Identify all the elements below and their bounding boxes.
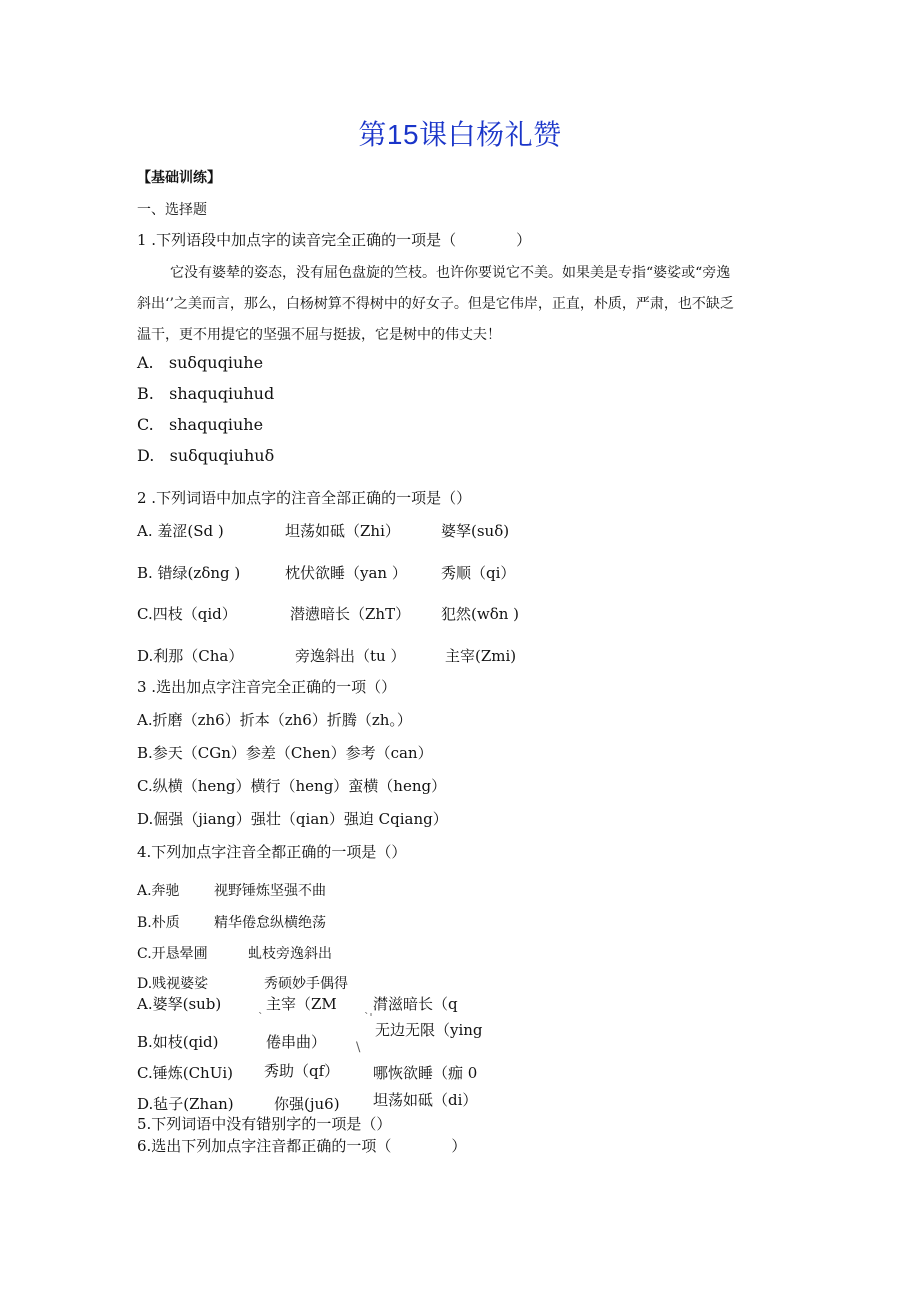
q2-row-c-col2: 潜懑暗长（ZhT） — [290, 605, 411, 623]
q2-row-d-col2: 旁逸斜出（tu ） — [295, 647, 406, 665]
q4b-row-a-col3: 潸滋暗长（q — [373, 995, 458, 1013]
q2-row-b-col3: 秀顺（qi） — [441, 564, 516, 582]
q4b-row-c-col1: C.锤炼(ChUi) — [137, 1064, 233, 1082]
q4b-row-d-col2: 你强(ju6) — [274, 1095, 340, 1113]
stray-mark: ` — [258, 1011, 264, 1024]
q1-option-d — [137, 446, 274, 465]
q2-row-b-col1: B. 错绿(zδng ) — [137, 564, 241, 582]
q4b-row-a-col2: 主宰（ZM — [266, 995, 337, 1013]
q3-option-a: A.折磨（zh6）折本（zh6）折腾（zh。） — [137, 711, 412, 729]
q2-row-b-col2: 枕伏欲睡（yan ） — [285, 564, 407, 582]
q2-row-c-col3: 犯然(wδn ) — [441, 605, 520, 623]
q4b-row-d-col3: 坦荡如砥（di） — [373, 1091, 478, 1109]
option-label: A. — [137, 353, 154, 372]
q4-row-d-col1: D.贱视婆娑 — [137, 976, 209, 992]
q1-passage-line: 斜出‘’之美而言，那么，白杨树算不得树中的好女子。但是它伟岸，正直，朴质，严肃，也不缺乏 — [137, 296, 734, 312]
q3-option-c: C.纵横（heng）横行（heng）蛮横（heng） — [137, 777, 447, 795]
option-label: C. — [137, 415, 154, 434]
q4-row-a-col2: 视野锤炼坚强不曲 — [214, 883, 326, 899]
section-basic-training: 【基础训练】 — [137, 170, 221, 186]
q4b-row-b-col2: 倦串曲） — [266, 1033, 327, 1051]
q2-stem: 2 .下列词语中加点字的注音全部正确的一项是（） — [137, 489, 472, 507]
q4-row-c-col2: 虬枝旁逸斜出 — [248, 946, 332, 962]
option-label: B. — [137, 384, 154, 403]
q3-option-d: D.倔强（jiang）强壮（qian）强迫 Cqiang） — [137, 810, 448, 828]
page-title: 第15课白杨礼赞 — [358, 119, 562, 150]
q4-row-b-col2: 精华倦怠纵横绝荡 — [214, 915, 326, 931]
q1-option-a — [137, 353, 263, 372]
part-one-heading: 一、选择题 — [137, 202, 207, 218]
q4b-row-c-col3: 哪恢欲睡（痂 0 — [373, 1064, 478, 1082]
q5-stem: 5.下列词语中没有错别字的一项是（） — [137, 1115, 392, 1133]
q4b-row-c-col2: 秀助（qf） — [264, 1062, 340, 1080]
q2-row-d-col3: 主宰(Zmi) — [445, 647, 517, 665]
stray-mark: `' — [364, 1011, 373, 1024]
q4-row-d-col2: 秀硕妙手偶得 — [264, 976, 348, 992]
q4-row-b-col1: B.朴质 — [137, 915, 180, 931]
q4b-row-b-col3: 无边无限（ying — [375, 1021, 483, 1039]
q1-passage-line: 它没有婆辇的姿态，没有屈色盘旋的竺枝。也许你要说它不美。如果美是专指“婆娑或“旁逸 — [170, 265, 731, 281]
q1-option-c — [137, 415, 263, 434]
q1-passage-line: 温干，更不用提它的坚强不屈与挺拔，它是树中的伟丈夫！ — [137, 327, 501, 343]
q3-option-b: B.参天（CGn）参差（Chen）参考（can） — [137, 744, 433, 762]
q4b-row-b-col1: B.如枝(qid) — [137, 1033, 219, 1051]
q4b-row-a-col1: A.婆孥(sub) — [137, 995, 222, 1013]
q2-row-a-col1: A. 羞涩(Sd ) — [137, 522, 224, 540]
q2-row-c-col1: C.四枝（qid） — [137, 605, 237, 623]
option-text: shaquqiuhud — [169, 384, 275, 403]
option-text: suδquqiuhe — [168, 353, 264, 372]
q4-row-c-col1: C.开恳晕圃 — [137, 946, 208, 962]
q4-stem: 4.下列加点字注音全都正确的一项是（） — [137, 843, 407, 861]
q2-row-a-col3: 婆孥(suδ) — [441, 522, 510, 540]
option-text: shaquqiuhe — [169, 415, 264, 434]
q1-option-b — [137, 384, 274, 403]
q1-stem: 1 .下列语段中加点字的读音完全正确的一项是（ ） — [137, 231, 532, 249]
q6-stem: 6.选出下列加点字注音都正确的一项（ ） — [137, 1137, 467, 1155]
q2-row-a-col2: 坦荡如砥（Zhi） — [285, 522, 400, 540]
q4-row-a-col1: A.奔驰 — [137, 883, 180, 899]
q2-row-d-col1: D.利那（Cha） — [137, 647, 244, 665]
q3-stem: 3 .选出加点字注音完全正确的一项（） — [137, 678, 397, 696]
q4b-row-d-col1: D.毡子(Zhan) — [137, 1095, 234, 1113]
stray-mark: \ — [356, 1040, 361, 1055]
option-label: D. — [137, 446, 155, 465]
option-text: suδquqiuhuδ — [169, 446, 275, 465]
